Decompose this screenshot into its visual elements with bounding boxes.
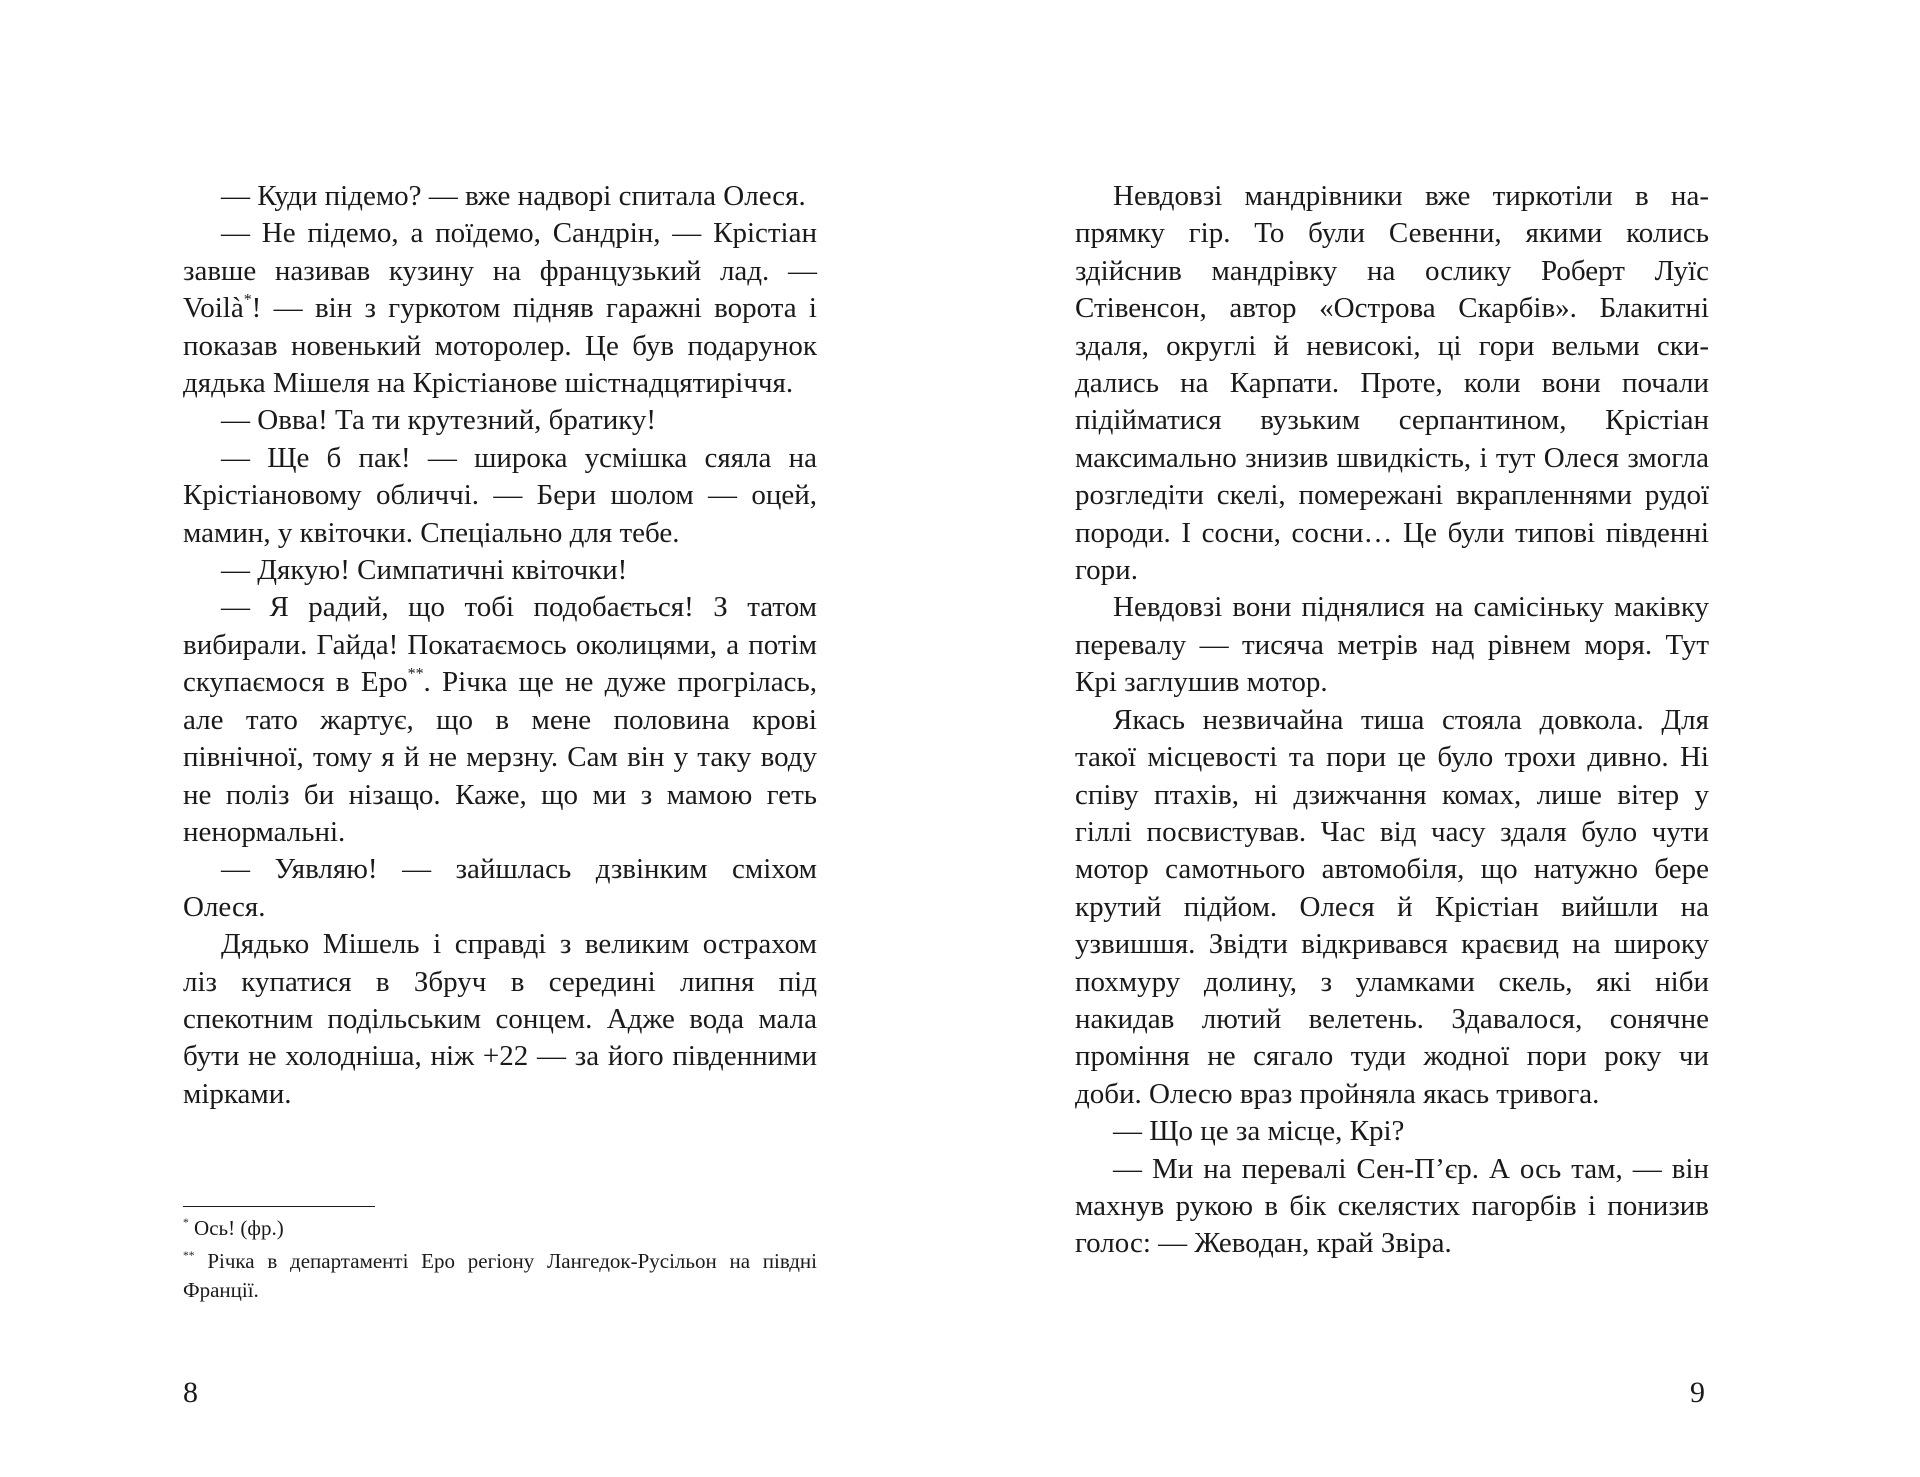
paragraph: — Овва! Та ти крутезний, братику! [221,404,657,437]
paragraph-text: ! — він з гуркотом підняв гаражні ворота і показав новенький моторолер. Це був подарунок дядька Мішеля на Крістіанове шістнадцятиріччя. [183,292,817,400]
footnote-text: Річка в департаменті Еро регіону Лангедок-Русільон на півдні Франції. [183,1249,818,1302]
left-page-body [183,178,817,1113]
paragraph: — Ще б пак! — широка усмішка сяяла на Крістіановому обличчі. — Бери шолом — оцей, мамин, у квіточки. Спеціально для тебе. [183,441,817,549]
paragraph [183,589,817,851]
footnote-divider [183,1206,375,1207]
paragraph: — Дякую! Симпатичні квіточки! [221,554,628,587]
paragraph: Невдовзі мандрівники вже тиркотіли в напрямку гір. То були Севенни, якими колись здійснив мандрівку на ослику Роберт Луїс Стівенсон, автор «Острова Скарбів». Блакитні здаля, округлі й невисокі, ці гори вельми скидались на Карпати. Проте, коли вони почали підійматися вузьким серпантином, Крістіан максимально знизив швидкість, і тут Олеся змогла розгледіти скелі, помережані вкрапленнями рудої породи. І сосни, сосни… Це були типові південні гори. [1075,180,1709,587]
footnotes [183,1214,817,1309]
footnote-ref: * [243,291,252,309]
paragraph: — Уявляю! — зайшлась дзвінким сміхом Олеся. [183,853,817,923]
right-page-body [1075,178,1709,1263]
paragraph: — Що це за місце, Крі? [1113,1115,1405,1148]
paragraph: Невдовзі вони піднялися на самісіньку маківку перевалу — тисяча метрів над рівнем моря. Тут Крі заглушив мотор. [1075,591,1709,699]
paragraph-text: — Не підемо, а поїдемо, Сандрін, — Крістіан завше називав кузину на французький лад. — Voilà [183,217,817,325]
footnote-ref: ** [407,665,424,683]
paragraph [183,215,817,402]
right-page [960,0,1920,1477]
page-number: 8 [183,1376,198,1409]
paragraph-text: — Я радий, що тобі подобається! З татом вибирали. Гайда! Покатаємось околицями, а потім скупаємося в Еро [183,591,817,699]
paragraph: Дядько Мішель і справді з великим острахом ліз купатися в Збруч в середині липня під спекотним подільським сонцем. Адже вода мала бути не холодніша, ніж +22 — за його південними мірками. [183,928,817,1110]
footnote-mark: ** [183,1249,195,1262]
footnote [183,1247,817,1305]
paragraph: — Куди підемо? — вже надворі спитала Олеся. [221,180,806,212]
paragraph: — Ми на перевалі Сен-П’єр. А ось там, — він махнув рукою в бік скелястих пагорбів і понизив голос: — Жеводан, край Звіра. [1075,1152,1709,1260]
footnote-mark: * [183,1216,189,1229]
footnote [183,1214,817,1243]
page-number: 9 [1690,1376,1705,1409]
paragraph: Якась незвичайна тиша стояла довкола. Для такої місцевості та пори це було трохи дивно. Ні співу птахів, ні дзижчання комах, лише вітер у гіллі посвистував. Час від часу здаля було чути мотор самотнього автомобіля, що натужно бере крутий підйом. Олеся й Крістіан вийшли на узвишшя. Звідти відкривався краєвид на широку похмуру долину, з уламками скель, які ніби накидав лютий велетень. Здавалося, сонячне проміння не сягало туди жодної пори року чи доби. Олесю враз пройняла якась тривога. [1075,703,1709,1110]
paragraph-text: . Річка ще не дуже прогрілась, але тато жартує, що в мене половина крові північної, тому я й не мерзну. Сам він у таку воду не поліз би нізащо. Каже, що ми з мамою геть ненормальні. [183,666,817,848]
footnote-text: Ось! (фр.) [194,1216,284,1240]
